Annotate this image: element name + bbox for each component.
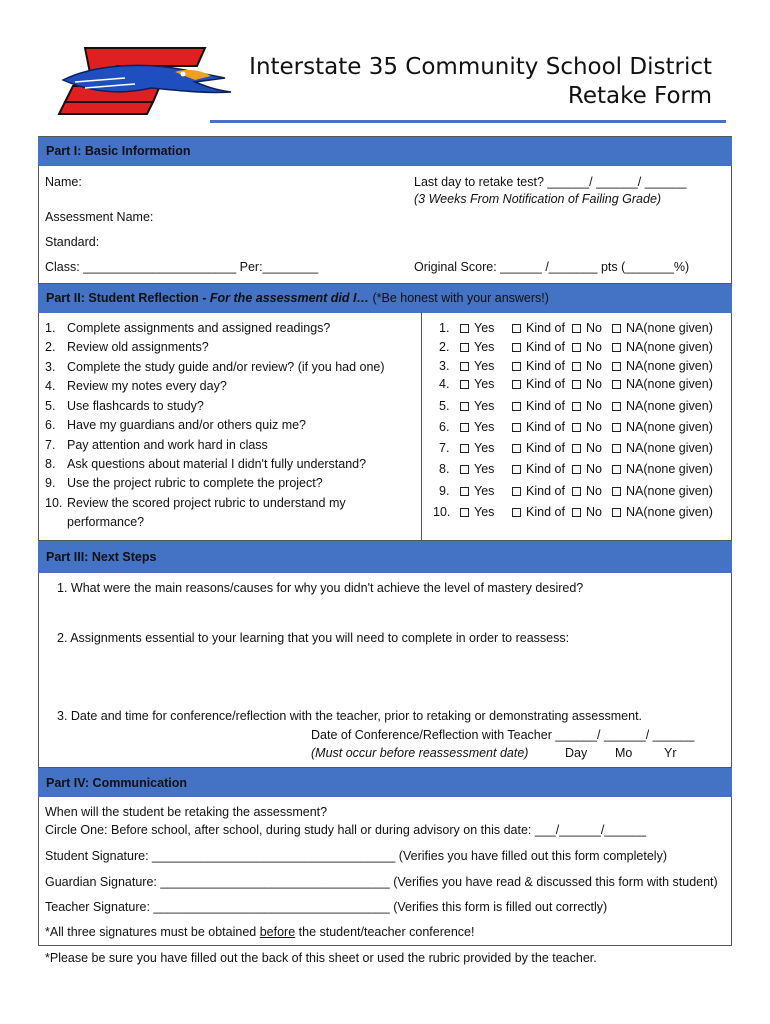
- reflection-question: [45, 340, 209, 354]
- checkbox-icon[interactable]: [460, 465, 469, 474]
- answer-row-number: 4.: [439, 377, 450, 391]
- checkbox-icon[interactable]: [572, 487, 581, 496]
- answer-option-checkbox[interactable]: [512, 321, 565, 335]
- conference-date-note: (Must occur before reassessment date): [311, 746, 529, 760]
- page-title: Interstate 35 Community School District: [249, 54, 712, 80]
- retake-when: When will the student be retaking the assessment?: [45, 805, 328, 819]
- answer-option-checkbox[interactable]: [512, 340, 565, 354]
- answer-option-checkbox[interactable]: [612, 340, 713, 354]
- checkbox-icon[interactable]: [460, 487, 469, 496]
- answer-option-checkbox[interactable]: [612, 420, 713, 434]
- answer-option-label: Yes: [474, 420, 495, 434]
- checkbox-icon[interactable]: [612, 362, 621, 371]
- checkbox-icon[interactable]: [572, 362, 581, 371]
- answer-row-number: 3.: [439, 359, 450, 373]
- answer-option-checkbox[interactable]: [512, 359, 565, 373]
- answer-option-checkbox[interactable]: [512, 484, 565, 498]
- reflection-question-number: 9.: [45, 476, 56, 490]
- district-logo: [55, 44, 233, 118]
- answer-option-label: Kind of: [526, 420, 565, 434]
- footer-note: *Please be sure you have filled out the back of this sheet or used the rubric provided by the teacher.: [45, 951, 597, 965]
- checkbox-icon[interactable]: [460, 362, 469, 371]
- last-day-note: (3 Weeks From Notification of Failing Grade): [414, 192, 662, 206]
- reflection-question: [45, 418, 306, 432]
- answer-option-label: No: [586, 420, 602, 434]
- answer-option-checkbox[interactable]: [612, 377, 713, 391]
- answer-option-label: NA(none given): [626, 377, 713, 391]
- answer-option-checkbox[interactable]: [572, 484, 602, 498]
- answer-option-label: Kind of: [526, 462, 565, 476]
- answer-option-checkbox[interactable]: [612, 484, 713, 498]
- checkbox-icon[interactable]: [460, 423, 469, 432]
- reflection-question: [45, 438, 268, 452]
- checkbox-icon[interactable]: [460, 343, 469, 352]
- checkbox-icon[interactable]: [512, 380, 521, 389]
- date-day-label: Day: [565, 746, 588, 760]
- answer-option-label: NA(none given): [626, 340, 713, 354]
- answer-option-label: NA(none given): [626, 359, 713, 373]
- answer-option-label: Kind of: [526, 359, 565, 373]
- reflection-question-number: 3.: [45, 360, 56, 374]
- checkbox-icon[interactable]: [512, 324, 521, 333]
- checkbox-icon[interactable]: [612, 324, 621, 333]
- part2-divider: [421, 312, 422, 540]
- answer-option-label: NA(none given): [626, 399, 713, 413]
- checkbox-icon[interactable]: [512, 343, 521, 352]
- answer-option-checkbox[interactable]: [612, 399, 713, 413]
- answer-option-checkbox[interactable]: [572, 399, 602, 413]
- answer-option-checkbox[interactable]: [460, 321, 494, 335]
- answer-option-label: Yes: [474, 321, 495, 335]
- answer-option-checkbox[interactable]: [512, 505, 565, 519]
- answer-row-number: 1.: [439, 321, 450, 335]
- answer-option-label: Yes: [474, 359, 495, 373]
- checkbox-icon[interactable]: [572, 343, 581, 352]
- reflection-question-number: 10.: [45, 496, 63, 510]
- answer-option-checkbox[interactable]: [460, 340, 494, 354]
- class-label: Class: ______________________ Per:________: [45, 260, 319, 274]
- checkbox-icon[interactable]: [460, 380, 469, 389]
- answer-option-label: No: [586, 441, 602, 455]
- checkbox-icon[interactable]: [572, 324, 581, 333]
- answer-row-number: 9.: [439, 484, 450, 498]
- answer-option-checkbox[interactable]: [460, 359, 494, 373]
- answer-option-label: Yes: [474, 462, 495, 476]
- answer-option-label: Yes: [474, 399, 495, 413]
- answer-option-label: NA(none given): [626, 505, 713, 519]
- reflection-question: [45, 360, 385, 374]
- answer-option-checkbox[interactable]: [572, 377, 602, 391]
- answer-option-label: Kind of: [526, 321, 565, 335]
- score-label: Original Score: ______ /_______ pts (_______%): [414, 260, 690, 274]
- date-year-label: Yr: [664, 746, 677, 760]
- answer-row-number: 7.: [439, 441, 450, 455]
- reflection-question-number: 7.: [45, 438, 56, 452]
- conference-date-label: Date of Conference/Reflection with Teacher ______/ ______/ ______: [311, 728, 695, 742]
- reflection-question-text: Review my notes every day?: [67, 379, 227, 393]
- checkbox-icon[interactable]: [612, 402, 621, 411]
- answer-option-checkbox[interactable]: [512, 420, 565, 434]
- answer-option-checkbox[interactable]: [572, 441, 602, 455]
- last-day-label: Last day to retake test? ______/ ______/ ______: [414, 175, 687, 189]
- reflection-question-number: 8.: [45, 457, 56, 471]
- answer-option-checkbox[interactable]: [612, 321, 713, 335]
- part1-heading: Part I: Basic Information: [38, 137, 732, 166]
- answer-option-label: Yes: [474, 340, 495, 354]
- part3-question-2: 2. Assignments essential to your learning that you will need to complete in order to reassess:: [57, 631, 570, 645]
- answer-option-checkbox[interactable]: [460, 399, 494, 413]
- checkbox-icon[interactable]: [572, 423, 581, 432]
- signatures-note: *All three signatures must be obtained before the student/teacher conference!: [45, 925, 475, 939]
- reflection-question-number: 1.: [45, 321, 56, 335]
- checkbox-icon[interactable]: [460, 444, 469, 453]
- answer-option-checkbox[interactable]: [612, 505, 713, 519]
- reflection-question-continuation: performance?: [67, 515, 145, 529]
- answer-option-label: Kind of: [526, 377, 565, 391]
- date-month-label: Mo: [615, 746, 633, 760]
- reflection-question: [45, 476, 323, 490]
- answer-option-checkbox[interactable]: [460, 505, 494, 519]
- answer-option-checkbox[interactable]: [572, 321, 602, 335]
- retake-circle-one: Circle One: Before school, after school, during study hall or during advisory on this date: ___/______/______: [45, 823, 647, 837]
- answer-row-number: 10.: [433, 505, 451, 519]
- reflection-question-text: Complete the study guide and/or review? (if you had one): [67, 360, 385, 374]
- answer-option-checkbox[interactable]: [572, 420, 602, 434]
- checkbox-icon[interactable]: [612, 465, 621, 474]
- answer-option-checkbox[interactable]: [512, 377, 565, 391]
- reflection-question-text: Review the scored project rubric to understand my: [67, 496, 346, 510]
- answer-option-label: Yes: [474, 505, 495, 519]
- answer-row-number: 2.: [439, 340, 450, 354]
- checkbox-icon[interactable]: [460, 402, 469, 411]
- answer-option-checkbox[interactable]: [612, 359, 713, 373]
- answer-option-label: NA(none given): [626, 484, 713, 498]
- reflection-question-text: Review old assignments?: [67, 340, 209, 354]
- answer-option-label: NA(none given): [626, 462, 713, 476]
- answer-option-checkbox[interactable]: [572, 462, 602, 476]
- checkbox-icon[interactable]: [612, 444, 621, 453]
- answer-option-checkbox[interactable]: [612, 462, 713, 476]
- checkbox-icon[interactable]: [612, 380, 621, 389]
- answer-option-label: No: [586, 377, 602, 391]
- part3-heading: Part III: Next Steps: [38, 540, 732, 573]
- answer-option-label: No: [586, 359, 602, 373]
- checkbox-icon[interactable]: [512, 465, 521, 474]
- name-label: Name:: [45, 175, 82, 189]
- answer-option-checkbox[interactable]: [460, 484, 494, 498]
- reflection-question-text: Ask questions about material I didn't fully understand?: [67, 457, 367, 471]
- answer-row-number: 8.: [439, 462, 450, 476]
- checkbox-icon[interactable]: [572, 465, 581, 474]
- checkbox-icon[interactable]: [612, 487, 621, 496]
- reflection-question-number: 6.: [45, 418, 56, 432]
- answer-option-label: Kind of: [526, 505, 565, 519]
- answer-option-label: Yes: [474, 441, 495, 455]
- reflection-question: [45, 496, 346, 510]
- answer-option-label: Kind of: [526, 340, 565, 354]
- reflection-question-text: Pay attention and work hard in class: [67, 438, 268, 452]
- answer-option-label: No: [586, 321, 602, 335]
- part3-question-3: 3. Date and time for conference/reflection with the teacher, prior to retaking or demonstrating assessment.: [57, 709, 643, 723]
- reflection-question: [45, 379, 227, 393]
- answer-option-checkbox[interactable]: [460, 377, 494, 391]
- answer-option-checkbox[interactable]: [460, 420, 494, 434]
- answer-option-label: No: [586, 399, 602, 413]
- answer-row-number: 6.: [439, 420, 450, 434]
- answer-option-label: No: [586, 340, 602, 354]
- checkbox-icon[interactable]: [460, 508, 469, 517]
- guardian-signature-line: Guardian Signature: _________________________________ (Verifies you have read & discussed this form with student): [45, 875, 718, 889]
- part4-heading: Part IV: Communication: [38, 767, 732, 797]
- answer-option-checkbox[interactable]: [572, 359, 602, 373]
- checkbox-icon[interactable]: [572, 444, 581, 453]
- answer-option-label: No: [586, 462, 602, 476]
- page-subtitle: Retake Form: [567, 83, 712, 109]
- answer-option-label: No: [586, 505, 602, 519]
- part2-heading: Part II: Student Reflection - For the assessment did I… (*Be honest with your answers!): [38, 283, 732, 313]
- answer-option-label: Kind of: [526, 441, 565, 455]
- answer-option-label: NA(none given): [626, 420, 713, 434]
- answer-option-label: NA(none given): [626, 321, 713, 335]
- answer-option-checkbox[interactable]: [460, 441, 494, 455]
- checkbox-icon[interactable]: [512, 423, 521, 432]
- reflection-question-number: 2.: [45, 340, 56, 354]
- teacher-signature-line: Teacher Signature: __________________________________ (Verifies this form is filled out correctly): [45, 900, 608, 914]
- checkbox-icon[interactable]: [572, 402, 581, 411]
- checkbox-icon[interactable]: [512, 402, 521, 411]
- reflection-question-number: 4.: [45, 379, 56, 393]
- checkbox-icon[interactable]: [612, 423, 621, 432]
- answer-option-checkbox[interactable]: [612, 441, 713, 455]
- answer-option-label: No: [586, 484, 602, 498]
- answer-row-number: 5.: [439, 399, 450, 413]
- checkbox-icon[interactable]: [572, 380, 581, 389]
- reflection-question-text: Use the project rubric to complete the project?: [67, 476, 323, 490]
- answer-option-checkbox[interactable]: [460, 462, 494, 476]
- student-signature-line: Student Signature: ___________________________________ (Verifies you have filled out this form completely): [45, 849, 667, 863]
- answer-option-checkbox[interactable]: [512, 441, 565, 455]
- reflection-question-text: Have my guardians and/or others quiz me?: [67, 418, 307, 432]
- answer-option-label: NA(none given): [626, 441, 713, 455]
- part3-question-1: 1. What were the main reasons/causes for why you didn't achieve the level of mastery desired?: [57, 581, 584, 595]
- checkbox-icon[interactable]: [572, 508, 581, 517]
- reflection-question-text: Use flashcards to study?: [67, 399, 204, 413]
- answer-option-checkbox[interactable]: [572, 505, 602, 519]
- assessment-label: Assessment Name:: [45, 210, 154, 224]
- standard-label: Standard:: [45, 235, 100, 249]
- checkbox-icon[interactable]: [612, 508, 621, 517]
- reflection-question-text: Complete assignments and assigned readings?: [67, 321, 331, 335]
- answer-option-label: Kind of: [526, 484, 565, 498]
- checkbox-icon[interactable]: [460, 324, 469, 333]
- answer-option-label: Yes: [474, 484, 495, 498]
- reflection-question: [45, 321, 330, 335]
- reflection-question-number: 5.: [45, 399, 56, 413]
- reflection-question: [45, 399, 204, 413]
- answer-option-label: Kind of: [526, 399, 565, 413]
- answer-option-checkbox[interactable]: [512, 399, 565, 413]
- checkbox-icon[interactable]: [512, 487, 521, 496]
- title-rule: [210, 120, 726, 123]
- checkbox-icon[interactable]: [512, 508, 521, 517]
- reflection-question: [45, 457, 366, 471]
- answer-option-label: Yes: [474, 377, 495, 391]
- answer-option-checkbox[interactable]: [512, 462, 565, 476]
- answer-option-checkbox[interactable]: [572, 340, 602, 354]
- checkbox-icon[interactable]: [612, 343, 621, 352]
- checkbox-icon[interactable]: [512, 362, 521, 371]
- checkbox-icon[interactable]: [512, 444, 521, 453]
